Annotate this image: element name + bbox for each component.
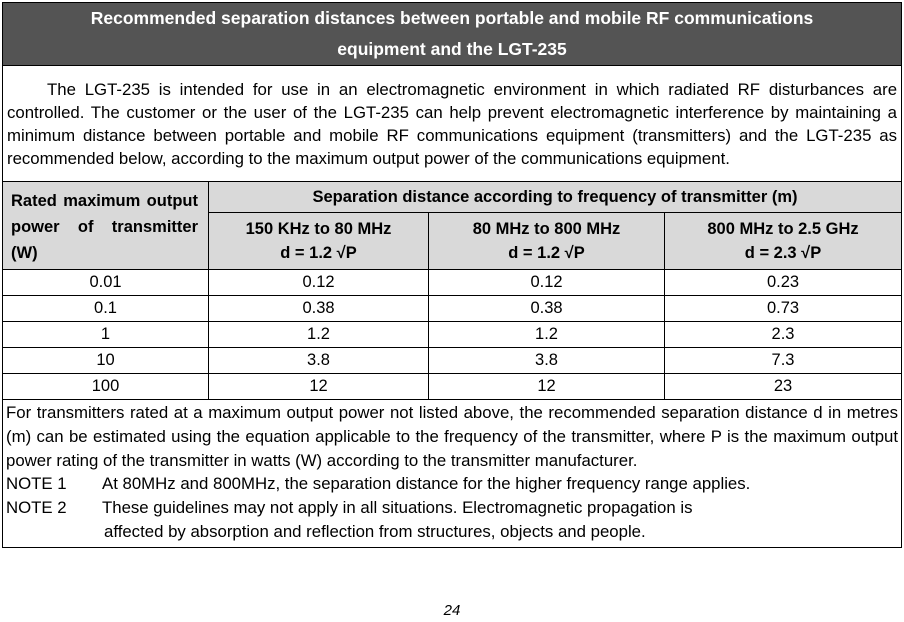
distance-cell: 1.2 [209, 322, 429, 348]
distance-cell: 3.8 [429, 348, 665, 374]
table-row [3, 374, 902, 400]
distance-cell: 7.3 [665, 348, 902, 374]
note-2 [6, 496, 898, 520]
power-cell: 100 [3, 374, 209, 400]
distance-cell: 0.12 [429, 270, 665, 296]
freq-column-header-1 [209, 213, 429, 270]
distance-cell: 0.73 [665, 296, 902, 322]
document-page [2, 2, 901, 548]
distance-cell: 0.12 [209, 270, 429, 296]
freq-formula-1: d = 1.2 √P [280, 244, 357, 262]
intro-text: The LGT-235 is intended for use in an electromagnetic environment in which radiated RF disturbances are controlled. The customer or the user of the LGT-235 can help prevent electromagnetic interference by maintaining a minimum distance between portable and mobile RF communications equipment (transmitters) and the LGT-235 as recommended below, according to the maximum output power of the communications equipment. [7, 80, 898, 168]
note-2-text: These guidelines may not apply in all situations. Electromagnetic propagation is [102, 498, 693, 518]
page-number: 24 [443, 602, 461, 619]
note-2-label: NOTE 2 [6, 498, 67, 518]
title-line-2: equipment and the LGT-235 [337, 39, 567, 59]
table-row [3, 322, 902, 348]
freq-column-header-3 [665, 213, 902, 270]
table-row [3, 348, 902, 374]
table-row [3, 296, 902, 322]
power-cell: 10 [3, 348, 209, 374]
separation-distance-header: Separation distance according to frequency of transmitter (m) [209, 182, 902, 213]
power-cell: 0.01 [3, 270, 209, 296]
rated-power-header: Rated maximum output power of transmitter (W) [3, 182, 209, 270]
freq-range-3: 800 MHz to 2.5 GHz [707, 220, 859, 238]
freq-formula-3: d = 2.3 √P [744, 244, 822, 262]
table-row [3, 270, 902, 296]
distance-cell: 0.38 [429, 296, 665, 322]
footer-paragraph: For transmitters rated at a maximum output power not listed above, the recommended separation distance d in metres (m) can be estimated using the equation applicable to the frequency of the transmitter, where P is the maximum output power rating of the transmitter in watts (W) according to the transmitter manufacturer. [6, 403, 899, 470]
separation-distance-table [2, 2, 902, 548]
footer-notes [3, 400, 902, 548]
title-line-1: Recommended separation distances between portable and mobile RF communications [90, 8, 814, 28]
distance-cell: 2.3 [665, 322, 902, 348]
note-1-text: At 80MHz and 800MHz, the separation distance for the higher frequency range applies. [102, 474, 751, 494]
table-title [3, 3, 902, 66]
freq-range-1: 150 KHz to 80 MHz [245, 220, 392, 238]
intro-paragraph [3, 66, 902, 182]
distance-cell: 3.8 [209, 348, 429, 374]
distance-cell: 0.38 [209, 296, 429, 322]
power-cell: 0.1 [3, 296, 209, 322]
note-1 [6, 472, 898, 496]
freq-range-2: 80 MHz to 800 MHz [472, 220, 621, 238]
note-1-label: NOTE 1 [6, 474, 67, 494]
note-2-continuation: affected by absorption and reflection from structures, objects and people. [104, 521, 646, 541]
distance-cell: 12 [209, 374, 429, 400]
distance-cell: 12 [429, 374, 665, 400]
power-cell: 1 [3, 322, 209, 348]
distance-cell: 0.23 [665, 270, 902, 296]
distance-cell: 1.2 [429, 322, 665, 348]
freq-formula-2: d = 1.2 √P [508, 244, 585, 262]
freq-column-header-2 [429, 213, 665, 270]
distance-cell: 23 [665, 374, 902, 400]
